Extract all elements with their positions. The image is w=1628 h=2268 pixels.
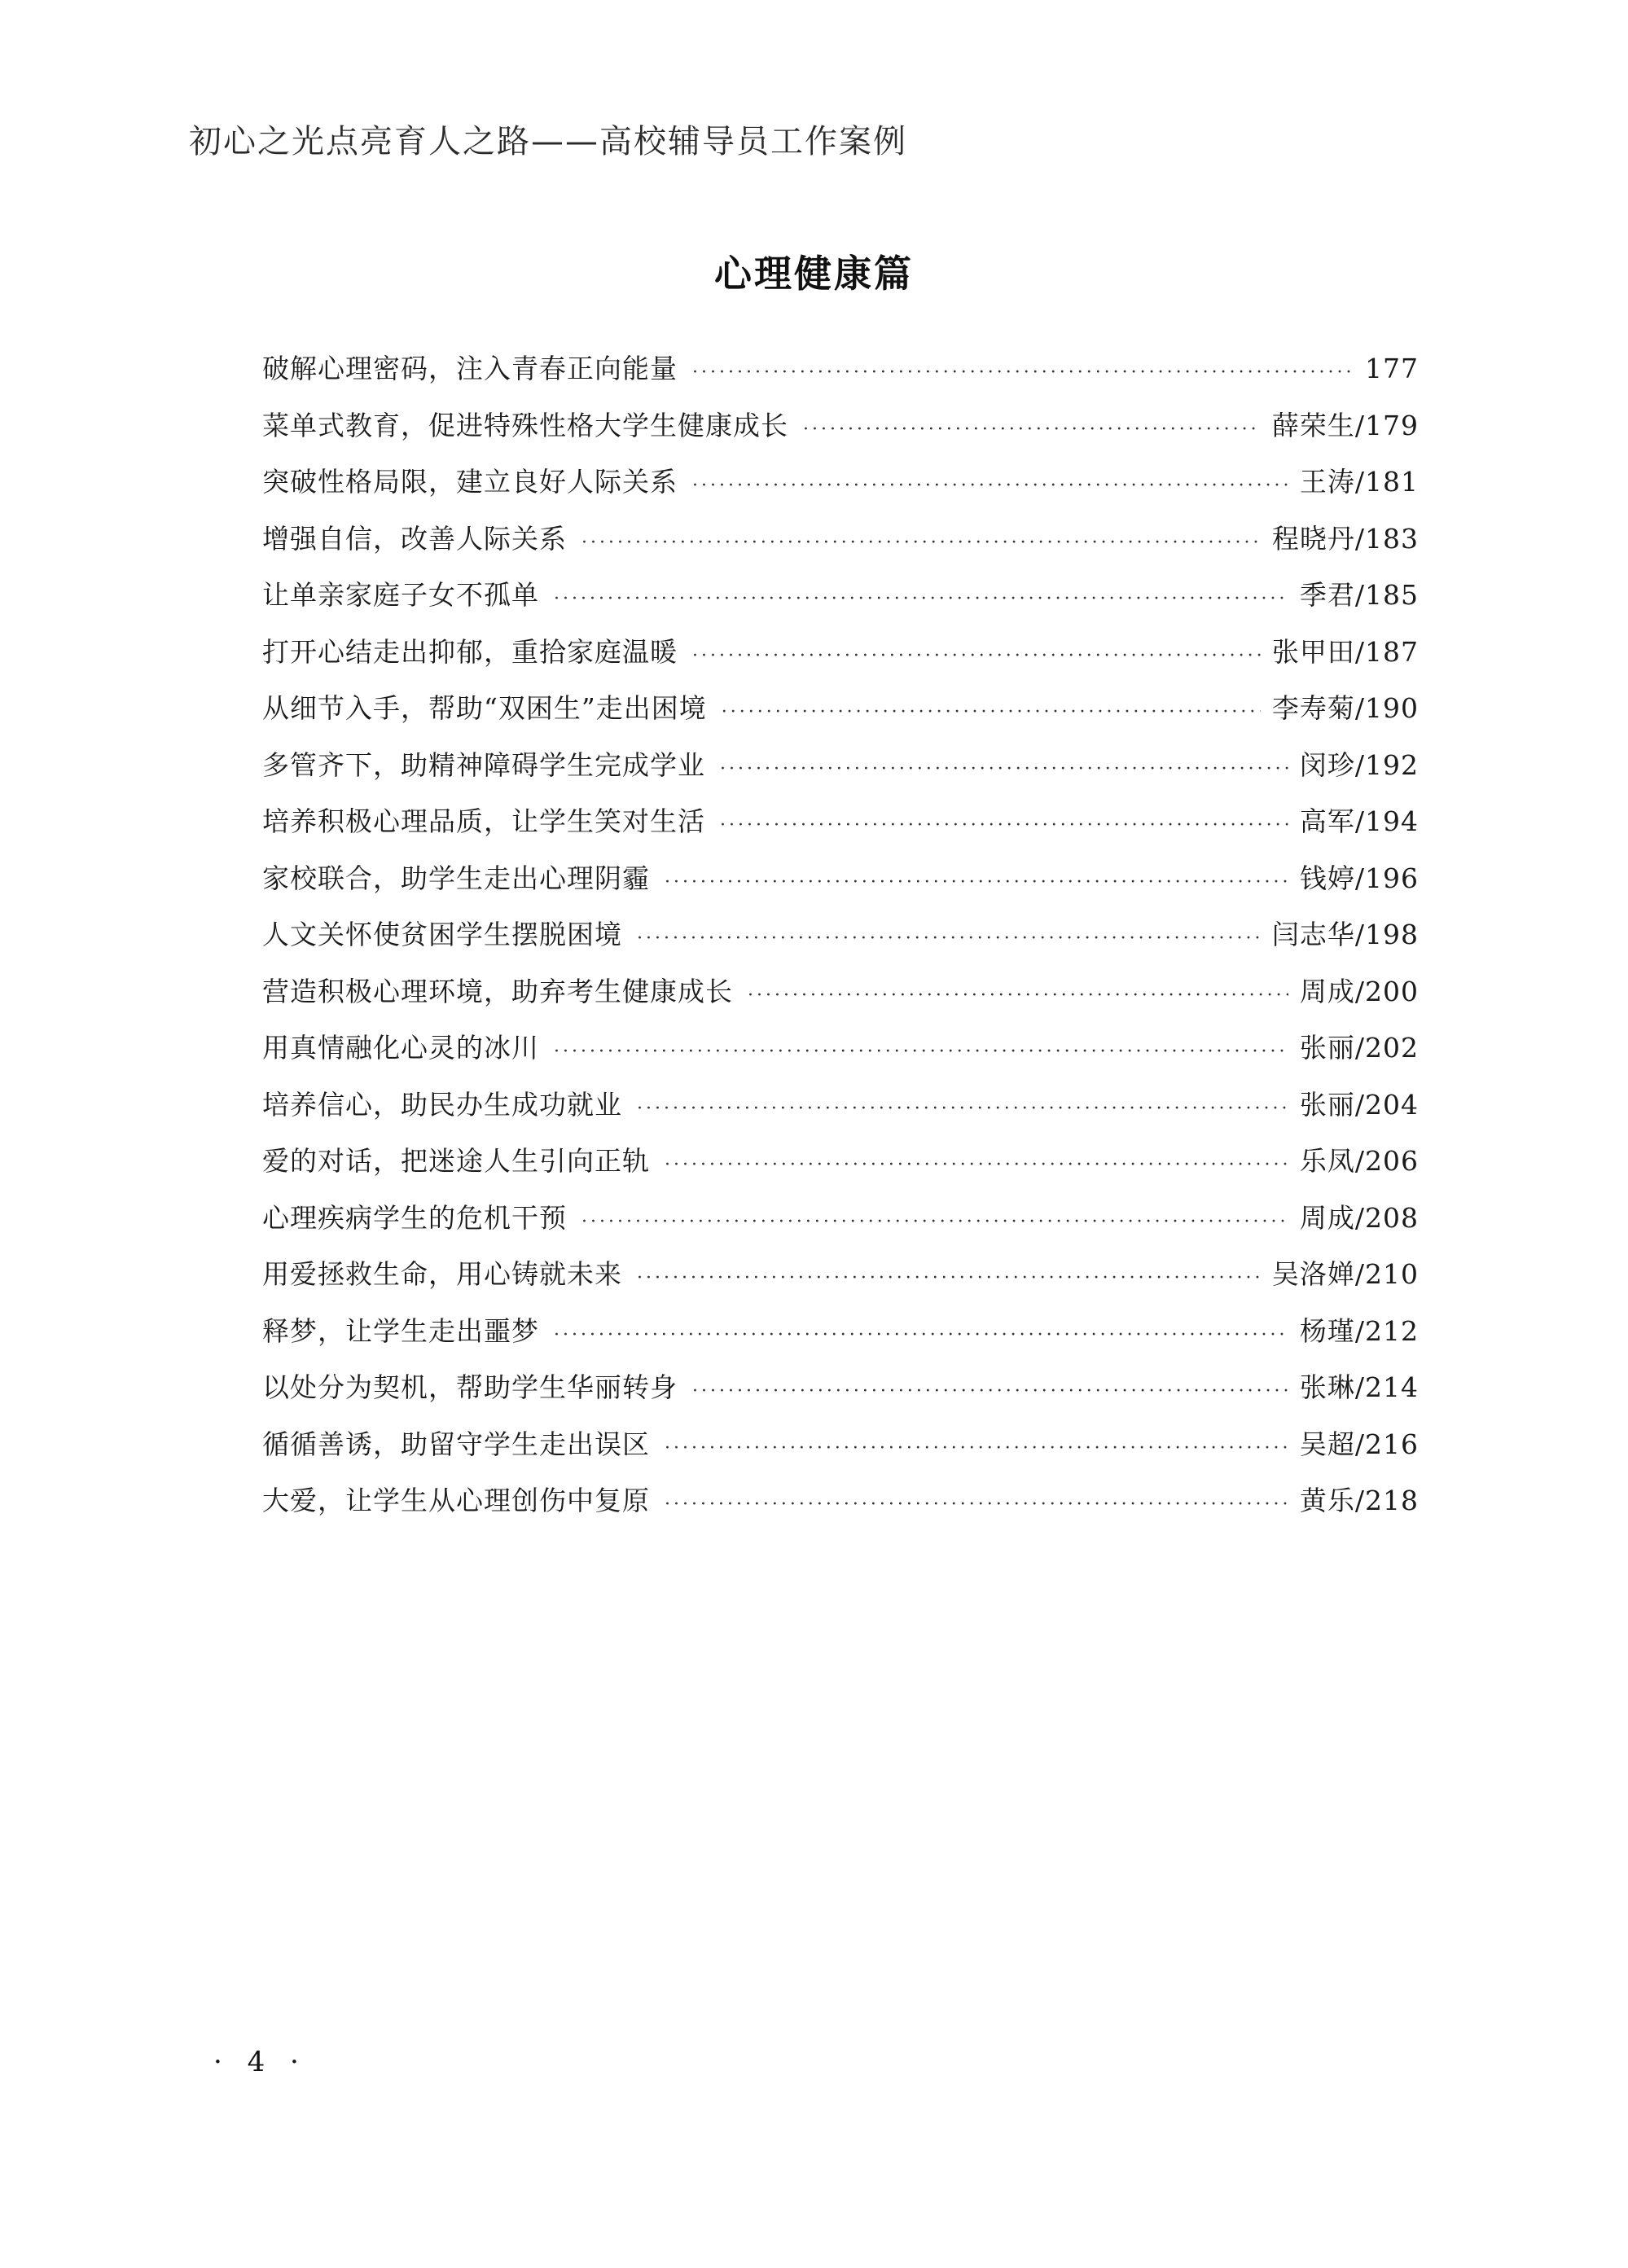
dot-leader	[581, 515, 1261, 572]
toc-entry-title: 以处分为契机，帮助学生华丽转身	[262, 1371, 678, 1403]
toc-entry-title: 打开心结走出抑郁，重拾家庭温暖	[262, 635, 678, 668]
dot-leader	[665, 854, 1288, 911]
toc-entry	[262, 1190, 1419, 1247]
dot-leader	[692, 628, 1261, 685]
dot-leader	[637, 1250, 1261, 1307]
dot-leader	[637, 1081, 1288, 1138]
toc-entry	[262, 793, 1419, 850]
toc-entry-title: 用真情融化心灵的冰川	[262, 1032, 539, 1064]
toc-entry-title: 让单亲家庭子女不孤单	[262, 579, 539, 611]
dot-leader	[554, 571, 1288, 628]
dot-leader	[665, 1420, 1288, 1477]
toc-entry	[262, 1077, 1419, 1134]
toc-entry	[262, 1359, 1419, 1416]
toc-entry-title: 多管齐下，助精神障碍学生完成学业	[262, 748, 705, 781]
toc-entry-title: 培养积极心理品质，让学生笑对生活	[262, 805, 705, 837]
toc-entry-author-page: 闫志华/198	[1271, 919, 1419, 950]
toc-entry	[262, 511, 1419, 568]
toc-entry-author-page: 程晓丹/183	[1271, 522, 1419, 555]
toc-entry-title: 家校联合，助学生走出心理阴霾	[262, 862, 650, 894]
toc-entry-title: 释梦，让学生走出噩梦	[262, 1314, 539, 1347]
toc-entry	[262, 567, 1419, 624]
toc-entry-title: 心理疾病学生的危机干预	[262, 1201, 567, 1234]
dot-leader	[554, 1307, 1288, 1364]
toc-entry-title: 营造积极心理环境，助弃考生健康成长	[262, 975, 733, 1007]
dot-leader	[692, 1363, 1288, 1420]
toc-entry-title: 循循善诱，助留守学生走出误区	[262, 1428, 650, 1460]
section-title: 心理健康篇	[714, 252, 914, 296]
toc-entry-author-page: 周成/208	[1299, 1201, 1419, 1234]
toc-entry-author-page: 高军/194	[1299, 805, 1419, 837]
dot-leader	[692, 344, 1354, 401]
dot-leader	[665, 1137, 1288, 1194]
toc-entry-author-page: 季君/185	[1299, 579, 1419, 611]
toc-entry	[262, 1020, 1419, 1077]
toc-entry	[262, 454, 1419, 511]
dot-leader	[554, 1024, 1288, 1081]
toc-entry-author-page: 张丽/202	[1299, 1032, 1419, 1064]
table-of-contents	[262, 340, 1419, 1529]
toc-entry-title: 菜单式教育，促进特殊性格大学生健康成长	[262, 409, 788, 441]
dot-leader	[665, 1476, 1288, 1533]
dot-leader	[803, 401, 1261, 458]
toc-entry-author-page: 张甲田/187	[1271, 635, 1419, 668]
dot-leader	[692, 458, 1288, 515]
toc-entry-title: 增强自信，改善人际关系	[262, 522, 567, 555]
toc-entry	[262, 340, 1419, 397]
toc-entry-title: 人文关怀使贫困学生摆脱困境	[262, 919, 622, 950]
toc-entry-title: 破解心理密码，注入青春正向能量	[262, 353, 678, 384]
toc-entry-title: 培养信心，助民办生成功就业	[262, 1088, 622, 1121]
toc-entry-title: 爱的对话，把迷途人生引向正轨	[262, 1145, 650, 1177]
toc-entry-author-page: 张琳/214	[1299, 1371, 1419, 1403]
toc-entry-author-page: 闵珍/192	[1299, 748, 1419, 781]
toc-entry-author-page: 王涛/181	[1299, 466, 1419, 498]
toc-entry-author-page: 吴洛婵/210	[1271, 1258, 1419, 1290]
toc-entry-author-page: 薛荣生/179	[1271, 409, 1419, 441]
toc-entry	[262, 1416, 1419, 1473]
dot-leader	[722, 684, 1261, 741]
toc-entry	[262, 906, 1419, 963]
toc-entry-author-page: 杨瑾/212	[1299, 1314, 1419, 1347]
page-number: · 4 ·	[213, 2046, 307, 2078]
dot-leader	[748, 967, 1288, 1024]
toc-entry-title: 大爱，让学生从心理创伤中复原	[262, 1485, 650, 1516]
toc-entry-author-page: 吴超/216	[1299, 1428, 1419, 1460]
toc-entry	[262, 624, 1419, 681]
dot-leader	[720, 741, 1288, 798]
dot-leader	[720, 797, 1288, 854]
toc-entry-author-page: 乐凤/206	[1299, 1145, 1419, 1177]
toc-entry-author-page: 周成/200	[1299, 975, 1419, 1007]
toc-entry-title: 从细节入手，帮助“双困生”走出困境	[262, 692, 707, 724]
toc-entry	[262, 850, 1419, 907]
toc-entry	[262, 963, 1419, 1020]
toc-entry-author-page: 177	[1365, 353, 1419, 384]
dot-leader	[581, 1194, 1288, 1251]
toc-entry	[262, 1246, 1419, 1303]
toc-entry	[262, 680, 1419, 737]
toc-entry	[262, 1472, 1419, 1529]
toc-entry	[262, 1133, 1419, 1190]
toc-entry-author-page: 李寿菊/190	[1271, 692, 1419, 724]
toc-entry	[262, 1303, 1419, 1360]
dot-leader	[637, 910, 1261, 967]
toc-entry	[262, 397, 1419, 454]
toc-entry-author-page: 钱婷/196	[1299, 862, 1419, 894]
toc-entry-author-page: 黄乐/218	[1299, 1485, 1419, 1516]
running-header: 初心之光点亮育人之路——高校辅导员工作案例	[189, 123, 907, 160]
toc-entry-title: 突破性格局限，建立良好人际关系	[262, 466, 678, 498]
toc-entry-title: 用爱拯救生命，用心铸就未来	[262, 1258, 622, 1290]
toc-entry-author-page: 张丽/204	[1299, 1088, 1419, 1121]
toc-entry	[262, 737, 1419, 794]
